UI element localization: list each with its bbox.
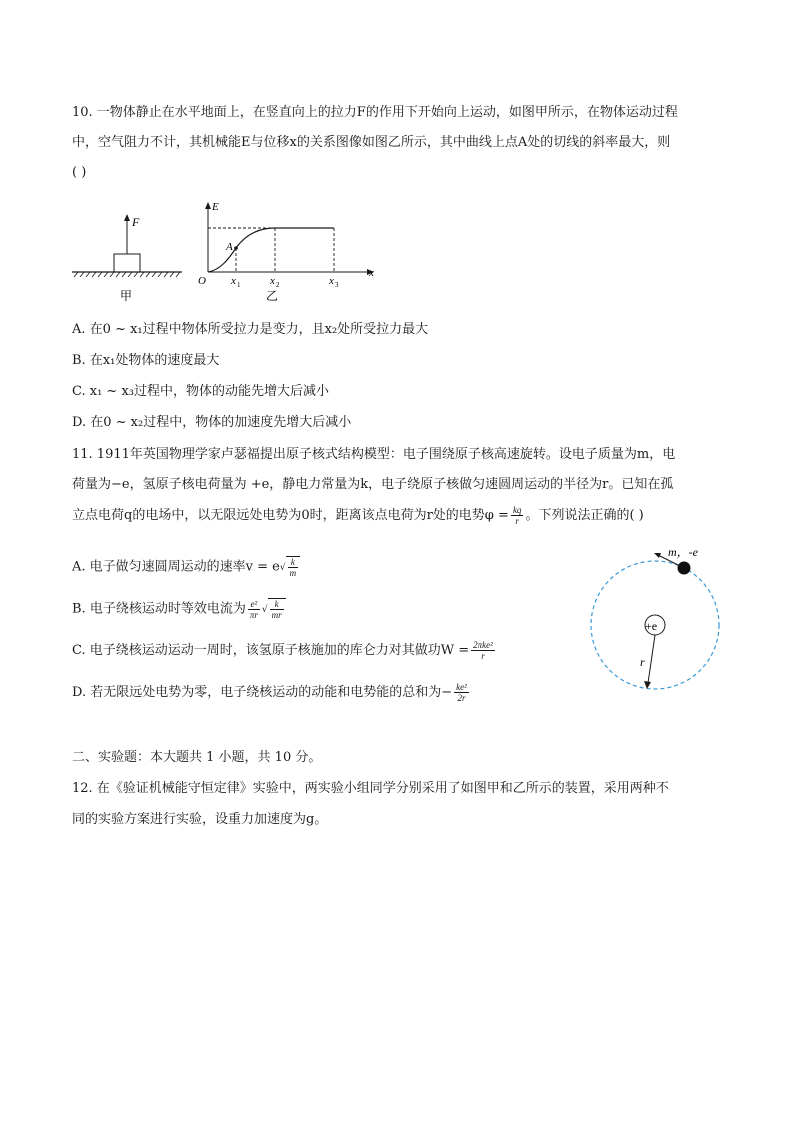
nucleus-label: +e bbox=[645, 619, 658, 633]
svg-text:3: 3 bbox=[335, 281, 339, 289]
svg-text:x: x bbox=[329, 275, 334, 287]
q10-line3: ( ) bbox=[72, 165, 87, 180]
q12-line1: 12. 在《验证机械能守恒定律》实验中，两实验小组同学分别采用了如图甲和乙所示的装置，采用两种不 bbox=[72, 781, 669, 796]
section2-heading: 二、实验题：本大题共 1 小题，共 10 分。 bbox=[72, 750, 322, 765]
svg-text:O: O bbox=[198, 275, 206, 287]
svg-text:E: E bbox=[212, 201, 219, 213]
svg-text:x: x bbox=[369, 267, 374, 279]
q11-line3: 立点电荷q的电场中，以无限远处电势为0时，距离该点电荷为r处的电势φ = $\frac{kq}{r}$ 。下列说法正确的( ) bbox=[72, 505, 644, 526]
q10-option-c: C. x₁ ~ x₃过程中，物体的动能先增大后减小 bbox=[72, 384, 329, 399]
q11-option-b: B. 电子绕核运动时等效电流为 $\frac{\text{e²}}{\pi r}$ √ $\frac{k}{mr}$ bbox=[72, 598, 286, 620]
block bbox=[114, 254, 140, 272]
q10-line2: 中，空气阻力不计，其机械能E与位移x的关系图像如图乙所示，其中曲线上点A处的切线的斜率最大，则 bbox=[72, 135, 671, 150]
q10-option-a: A. 在0 ~ x₁过程中物体所受拉力是变力，且x₂处所受拉力最大 bbox=[72, 322, 429, 337]
q12-line2: 同的实验方案进行实验，设重力加速度为g。 bbox=[72, 812, 328, 827]
ex-graph bbox=[198, 201, 374, 303]
electron-label: m，-e bbox=[668, 545, 698, 559]
ground-figure bbox=[72, 214, 182, 303]
svg-text:x: x bbox=[231, 275, 236, 287]
svg-text:A: A bbox=[226, 241, 233, 253]
jia-label: 甲 bbox=[120, 289, 133, 303]
svg-text:1: 1 bbox=[237, 281, 241, 289]
radius-label: r bbox=[640, 655, 645, 669]
q11-option-a: A. 电子做匀速圆周运动的速率v = e√ $\frac{k}{m}$ bbox=[72, 556, 300, 578]
force-label: F bbox=[132, 215, 140, 229]
electron bbox=[678, 562, 691, 575]
yi-label: 乙 bbox=[266, 289, 279, 303]
q11-line2: 荷量为−e，氢原子核电荷量为 +e，静电力常量为k，电子绕原子核做匀速圆周运动的半径为r。已知在孤 bbox=[72, 477, 674, 492]
orbit-figure bbox=[582, 540, 732, 700]
svg-text:2: 2 bbox=[276, 281, 280, 289]
q11-option-d: D. 若无限远处电势为零，电子绕核运动的动能和电势能的总和为− $\frac{\text{ke²}}{2r}$ bbox=[72, 682, 467, 703]
radius-arrow bbox=[648, 635, 655, 683]
q10-figure bbox=[70, 198, 390, 308]
q10-line1: 10. 一物体静止在水平地面上，在竖直向上的拉力F的作用下开始向上运动，如图甲所示，在物体运动过程 bbox=[72, 105, 678, 120]
q10-option-b: B. 在x₁处物体的速度最大 bbox=[72, 353, 220, 368]
q11-line1: 11. 1911年英国物理学家卢瑟福提出原子核式结构模型：电子围绕原子核高速旋转。设电子质量为m，电 bbox=[72, 447, 676, 462]
q10-option-d: D. 在0 ~ x₂过程中，物体的加速度先增大后减小 bbox=[72, 415, 352, 430]
svg-text:x: x bbox=[270, 275, 275, 287]
q11-option-c: C. 电子绕核运动运动一周时，该氢原子核施加的库仑力对其做功W = $\frac{\text{2πke²}}{r}$ bbox=[72, 640, 493, 661]
